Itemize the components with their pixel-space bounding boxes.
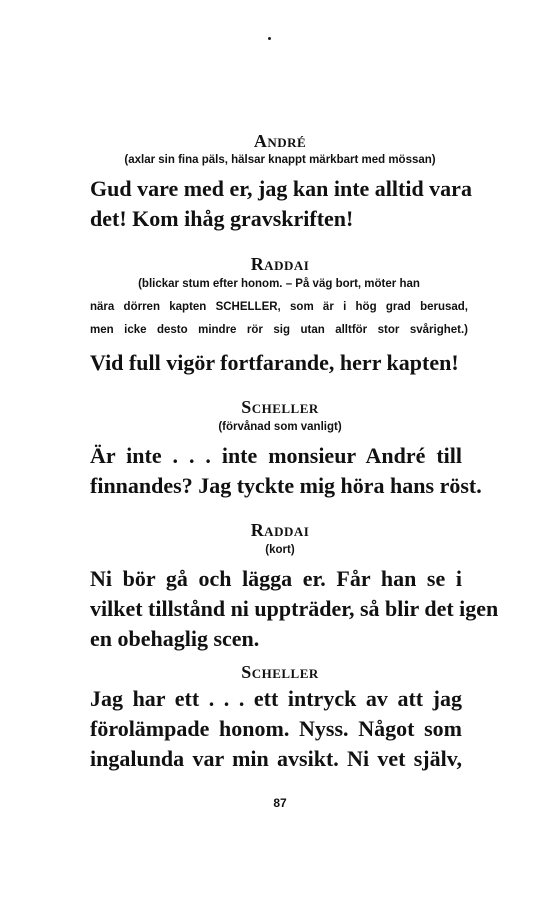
speech-line: Är inte . . . inte monsieur André till: [90, 443, 462, 468]
speech-line: Gud vare med er, jag kan inte alltid vara: [90, 176, 472, 201]
stage-direction-line: (förvånad som vanligt): [218, 421, 342, 433]
speech-line: Vid full vigör fortfarande, herr kapten!: [90, 350, 459, 375]
speech: [90, 441, 482, 501]
stage-direction: [0, 149, 560, 172]
speech-line: Ni bör gå och lägga er. Får han se i: [90, 566, 462, 591]
speech-line: finnandes? Jag tyckte mig höra hans röst.: [90, 473, 482, 498]
speech: [90, 564, 499, 654]
speech-line: vilket tillstånd ni uppträder, så blir det igen: [90, 596, 499, 621]
speaker-name: Scheller: [241, 662, 319, 682]
stage-direction-line: (blickar stum efter honom. – På väg bort, möter han: [138, 278, 420, 290]
speech: [90, 174, 472, 234]
speech: [90, 348, 462, 378]
stage-direction: [90, 273, 468, 342]
stage-direction-line: (axlar sin fina päls, hälsar knappt märkbart med mössan): [124, 154, 436, 166]
stage-direction-line: (kort): [265, 544, 295, 556]
speech: [90, 684, 462, 774]
speaker-name: André: [253, 131, 307, 151]
page-number: 87: [273, 796, 287, 810]
speaker-name: Raddai: [250, 254, 310, 274]
speech-line: ingalunda var min avsikt. Ni vet själv,: [90, 746, 462, 771]
speech-line: en obehaglig scen.: [90, 626, 260, 651]
print-mark: [268, 37, 271, 40]
speaker-name: Scheller: [241, 397, 319, 417]
stage-direction-line: nära dörren kapten SCHELLER, som är i hög grad berusad,: [90, 301, 468, 313]
speech-line: Jag har ett . . . ett intryck av att jag: [90, 686, 462, 711]
stage-direction: [0, 539, 560, 562]
speech-line: förolämpade honom. Nyss. Något som: [90, 716, 462, 741]
speaker-name: Raddai: [250, 520, 310, 540]
speech-line: det! Kom ihåg gravskriften!: [90, 206, 354, 231]
stage-direction: [0, 416, 560, 439]
stage-direction-line: men icke desto mindre rör sig utan alltför stor svårighet.): [90, 324, 468, 336]
